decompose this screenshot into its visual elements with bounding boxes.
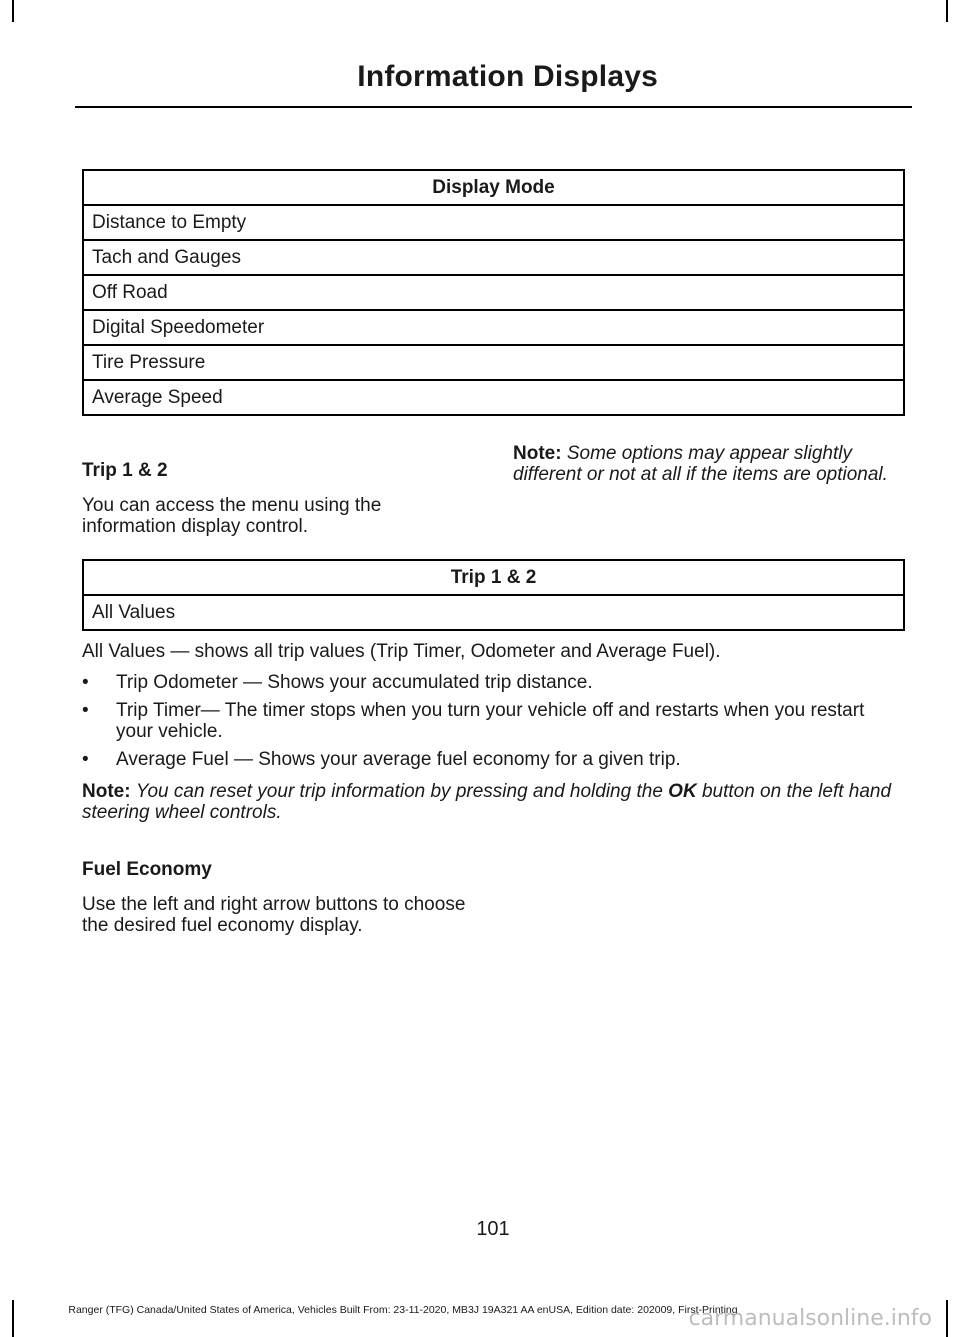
fuel-economy-text: Use the left and right arrow buttons to choose the desired fuel economy display. <box>82 894 466 936</box>
table-row: Off Road <box>83 275 904 310</box>
table-row: All Values <box>83 595 904 630</box>
bullet-icon: • <box>82 672 89 693</box>
all-values-text: All Values — shows all trip values (Trip Timer, Odometer and Average Fuel). <box>82 641 721 662</box>
note-label: Note: <box>513 443 562 464</box>
table-row: Distance to Empty <box>83 205 904 240</box>
list-item-text: Trip Odometer — Shows your accumulated trip distance. <box>116 672 593 693</box>
trip-table <box>82 559 905 631</box>
list-item-text: Average Fuel — Shows your average fuel economy for a given trip. <box>116 749 681 770</box>
header-divider <box>75 106 912 108</box>
crop-mark <box>946 1300 948 1337</box>
bullet-icon: • <box>82 749 89 770</box>
table-row: Tire Pressure <box>83 345 904 380</box>
crop-mark <box>946 0 948 22</box>
options-note <box>513 443 903 485</box>
note-text: Some options may appear slightly different or not at all if the items are optional. <box>513 443 888 485</box>
display-mode-table <box>82 169 905 416</box>
note-text: button on the left hand steering wheel controls. <box>82 781 892 823</box>
table-heading: Display Mode <box>83 170 904 205</box>
trip-heading: Trip 1 & 2 <box>82 460 168 481</box>
footer-text: Ranger (TFG) Canada/United States of America, Vehicles Built From: 23-11-2020, MB3J 19A321 AA enUSA, Edition date: 202009, First-Printing <box>68 1304 738 1316</box>
note-label: Note: <box>82 781 131 802</box>
fuel-economy-heading: Fuel Economy <box>82 859 212 880</box>
ok-button-label: OK <box>668 781 697 802</box>
page-number: 101 <box>476 1218 510 1240</box>
note-text: You can reset your trip information by pressing and holding the <box>135 781 663 802</box>
watermark: carmanualsonline.info <box>688 1306 932 1331</box>
table-row: Average Speed <box>83 380 904 415</box>
page-title: Information Displays <box>357 60 658 93</box>
table-heading: Trip 1 & 2 <box>83 560 904 595</box>
trip-intro: You can access the menu using the information display control. <box>82 495 382 537</box>
table-row: Tach and Gauges <box>83 240 904 275</box>
crop-mark <box>12 0 14 22</box>
list-item-text: Trip Timer— The timer stops when you turn your vehicle off and restarts when you restart your vehicle. <box>116 700 865 742</box>
bullet-icon: • <box>82 700 89 721</box>
table-row: Digital Speedometer <box>83 310 904 345</box>
reset-note <box>82 781 912 823</box>
